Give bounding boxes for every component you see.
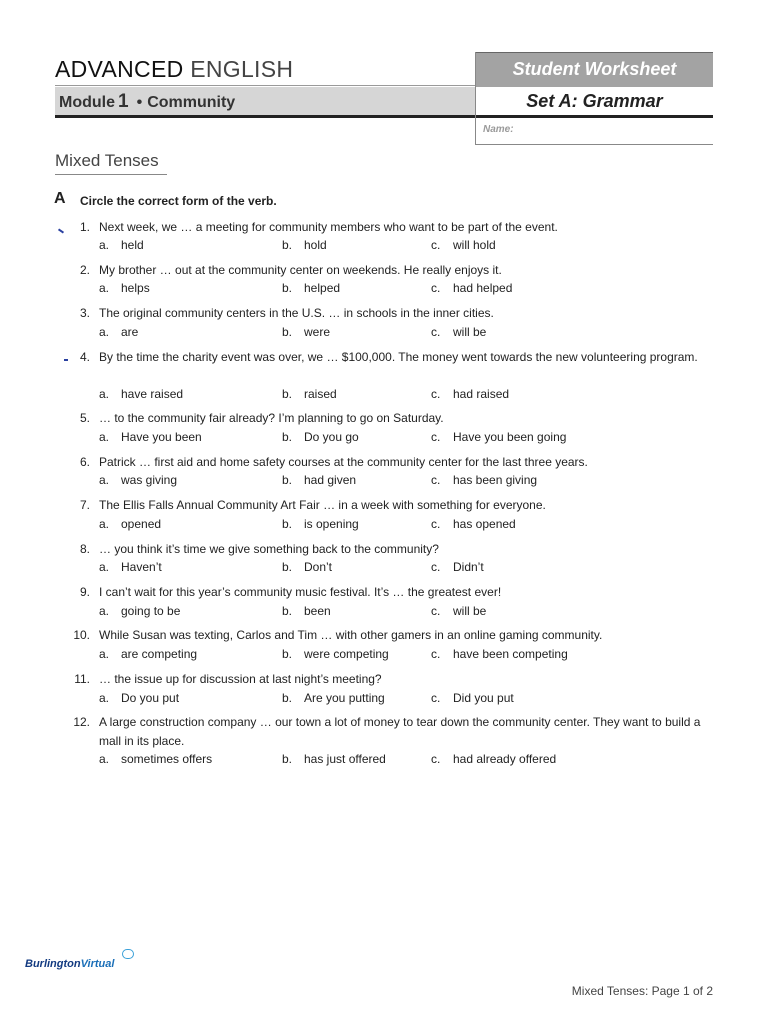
option-a[interactable]: a. helps bbox=[99, 281, 150, 295]
question-number: 2. bbox=[79, 263, 90, 277]
question-text: … you think it’s time we give something back to the community? bbox=[99, 542, 439, 556]
option-b[interactable]: b. hold bbox=[282, 238, 327, 252]
question-number: 7. bbox=[79, 498, 90, 512]
section-title: Mixed Tenses bbox=[55, 151, 159, 170]
part-instruction: Circle the correct form of the verb. bbox=[80, 194, 277, 208]
option-b[interactable]: b. Don’t bbox=[282, 560, 333, 574]
option-a[interactable]: a. sometimes offers bbox=[99, 752, 213, 766]
question-number: 11. bbox=[74, 672, 90, 686]
question-number: 6. bbox=[79, 455, 90, 469]
header-bottom-rule bbox=[55, 115, 713, 118]
option-a[interactable]: a. held bbox=[99, 238, 144, 252]
option-c[interactable]: c. Did you put bbox=[431, 691, 514, 705]
option-c[interactable]: c. has opened bbox=[431, 517, 516, 531]
option-a[interactable]: a. Haven’t bbox=[99, 560, 162, 574]
question-number: 1. bbox=[79, 220, 90, 234]
question-text: Next week, we … a meeting for community members who want to be part of the event. bbox=[99, 220, 558, 234]
option-c[interactable]: c. will hold bbox=[431, 238, 496, 252]
question-number: 5. bbox=[79, 411, 90, 425]
question-text: The original community centers in the U.S. … in schools in the inner cities. bbox=[99, 306, 494, 320]
name-field-line bbox=[476, 144, 713, 145]
question-text: … to the community fair already? I’m planning to go on Saturday. bbox=[99, 411, 444, 425]
publisher-logo bbox=[25, 957, 114, 971]
question-number: 10. bbox=[73, 628, 90, 642]
set-label: Set A: Grammar bbox=[526, 91, 663, 111]
logo-word-virtual: Virtual bbox=[80, 958, 115, 970]
option-b[interactable]: b. been bbox=[282, 604, 331, 618]
option-a[interactable]: a. going to be bbox=[99, 604, 181, 618]
option-c[interactable]: c. Didn’t bbox=[431, 560, 484, 574]
module-number: 1 bbox=[118, 91, 129, 112]
option-a[interactable]: a. Have you been bbox=[99, 430, 202, 444]
option-b[interactable]: b. were bbox=[282, 325, 331, 339]
speech-bubble-icon bbox=[122, 949, 134, 959]
option-b[interactable]: b. raised bbox=[282, 387, 337, 401]
option-c[interactable]: c. have been competing bbox=[431, 647, 568, 661]
question-text: My brother … out at the community center on weekends. He really enjoys it. bbox=[99, 263, 502, 277]
question-number: 4. bbox=[79, 350, 90, 364]
option-c[interactable]: c. has been giving bbox=[431, 473, 538, 487]
option-b[interactable]: b. were competing bbox=[282, 647, 389, 661]
option-c[interactable]: c. had helped bbox=[431, 281, 513, 295]
question-text: Patrick … first aid and home safety courses at the community center for the last three years. bbox=[99, 455, 588, 469]
option-b[interactable]: b. is opening bbox=[282, 517, 359, 531]
question-text: I can’t wait for this year’s community music festival. It’s … the greatest ever! bbox=[99, 585, 502, 599]
option-b[interactable]: b. helped bbox=[282, 281, 341, 295]
title-word-english: ENGLISH bbox=[190, 56, 294, 82]
option-b[interactable]: b. Do you go bbox=[282, 430, 359, 444]
question-text: While Susan was texting, Carlos and Tim … with other gamers in an online gaming community. bbox=[99, 628, 603, 642]
option-b[interactable]: b. has just offered bbox=[282, 752, 386, 766]
part-letter: A bbox=[54, 190, 66, 207]
worksheet-label: Student Worksheet bbox=[512, 59, 677, 79]
option-c[interactable]: c. had already offered bbox=[431, 752, 557, 766]
module-label: Module bbox=[59, 94, 115, 111]
header-vertical-divider bbox=[475, 52, 476, 145]
question-number: 3. bbox=[79, 306, 90, 320]
module-separator: • bbox=[136, 94, 143, 111]
option-c[interactable]: c. will be bbox=[431, 325, 487, 339]
option-a[interactable]: a. opened bbox=[99, 517, 162, 531]
question-number: 12. bbox=[73, 715, 90, 729]
title-divider bbox=[55, 85, 475, 86]
question-text: By the time the charity event was over, we … $100,000. The money went towards the new volunteering program. bbox=[99, 350, 698, 364]
option-a[interactable]: a. have raised bbox=[99, 387, 184, 401]
option-b[interactable]: b. had given bbox=[282, 473, 357, 487]
option-a[interactable]: a. was giving bbox=[99, 473, 178, 487]
page-footer: Mixed Tenses: Page 1 of 2 bbox=[571, 984, 713, 998]
option-b[interactable]: b. Are you putting bbox=[282, 691, 385, 705]
question-text: The Ellis Falls Annual Community Art Fair … in a week with something for everyone. bbox=[99, 498, 546, 512]
name-field-label: Name: bbox=[483, 124, 514, 135]
module-topic: Community bbox=[147, 94, 236, 111]
option-c[interactable]: c. had raised bbox=[431, 387, 510, 401]
option-a[interactable]: a. Do you put bbox=[99, 691, 180, 705]
worksheet-title bbox=[55, 52, 475, 86]
logo-word-burlington: Burlington bbox=[25, 958, 81, 970]
option-a[interactable]: a. are bbox=[99, 325, 139, 339]
title-word-advanced: ADVANCED bbox=[55, 56, 184, 82]
option-c[interactable]: c. Have you been going bbox=[431, 430, 567, 444]
question-text: … the issue up for discussion at last night’s meeting? bbox=[99, 672, 382, 686]
module-heading bbox=[59, 88, 235, 116]
question-number: 9. bbox=[79, 585, 90, 599]
question-text: A large construction company … our town a lot of money to tear down the community center. They want to build a mall in its place. bbox=[99, 715, 701, 748]
section-title-underline bbox=[55, 174, 167, 175]
option-c[interactable]: c. will be bbox=[431, 604, 487, 618]
question-number: 8. bbox=[79, 542, 90, 556]
option-a[interactable]: a. are competing bbox=[99, 647, 198, 661]
